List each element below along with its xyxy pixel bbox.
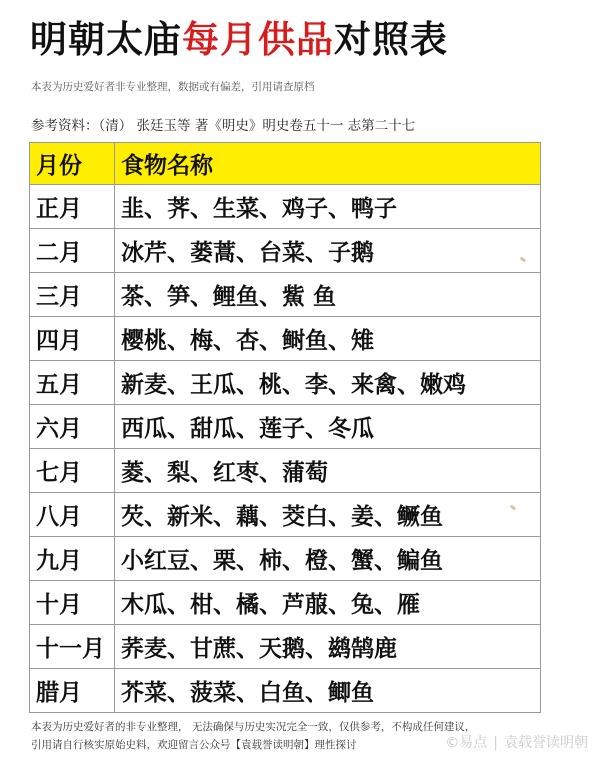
foods-cell: 樱桃、梅、杏、鲥鱼、雉 [115, 317, 541, 361]
foods-cell: 芥菜、菠菜、白鱼、鲫鱼 [115, 669, 541, 713]
watermark [445, 732, 588, 752]
watermark-site: ©易点 [445, 735, 488, 751]
page-title [30, 18, 448, 62]
watermark-author: 袁载誉读明朝 [504, 735, 588, 751]
table-row [30, 449, 541, 493]
month-cell: 五月 [30, 361, 115, 405]
title-part2: 对照表 [334, 18, 448, 61]
month-cell: 六月 [30, 405, 115, 449]
header-foods: 食物名称 [115, 143, 541, 185]
month-cell: 十月 [30, 581, 115, 625]
foods-cell: 小红豆、栗、柿、橙、蟹、鳊鱼 [115, 537, 541, 581]
footer-line-2: 引用请自行核实原始史料，欢迎留言公众号【袁载誉读明朝】理性探讨 [31, 739, 357, 751]
reference-line: 参考资料：（清） 张廷玉等 著《明史》明史卷五十一 志第二十七 [31, 118, 416, 134]
table-row [30, 229, 541, 273]
table-row [30, 537, 541, 581]
table-row [30, 273, 541, 317]
foods-cell: 木瓜、柑、橘、芦菔、兔、雁 [115, 581, 541, 625]
table-row [30, 185, 541, 229]
month-cell: 二月 [30, 229, 115, 273]
month-cell: 十一月 [30, 625, 115, 669]
foods-cell: 冰芹、蒌蒿、台菜、子鹅 [115, 229, 541, 273]
footer-line-1: 本表为历史爱好者的非专业整理， 无法确保与历史实况完全一致，仅供参考，不构成任何建议， [31, 721, 476, 733]
foods-cell: 韭、荠、生菜、鸡子、鸭子 [115, 185, 541, 229]
foods-cell: 菱、梨、红枣、蒲萄 [115, 449, 541, 493]
header-month: 月份 [30, 143, 115, 185]
watermark-separator: | [493, 735, 498, 751]
title-highlight: 每月供品 [182, 18, 334, 61]
title-part1: 明朝太庙 [30, 18, 182, 61]
offerings-table [29, 142, 541, 713]
month-cell: 三月 [30, 273, 115, 317]
month-cell: 四月 [30, 317, 115, 361]
table-row [30, 405, 541, 449]
table-header-row [30, 143, 541, 185]
table-row [30, 493, 541, 537]
month-cell: 七月 [30, 449, 115, 493]
table-row [30, 625, 541, 669]
month-cell: 八月 [30, 493, 115, 537]
month-cell: 正月 [30, 185, 115, 229]
month-cell: 腊月 [30, 669, 115, 713]
disclaimer-subtitle: 本表为历史爱好者非专业整理，数据或有偏差，引用请查原档 [31, 81, 315, 93]
foods-cell: 新麦、王瓜、桃、李、来禽、嫩鸡 [115, 361, 541, 405]
foods-cell: 西瓜、甜瓜、莲子、冬瓜 [115, 405, 541, 449]
table-row [30, 317, 541, 361]
month-cell: 九月 [30, 537, 115, 581]
foods-cell: 茶、笋、鲤鱼、鮆 鱼 [115, 273, 541, 317]
table-row [30, 669, 541, 713]
table-row [30, 361, 541, 405]
foods-cell: 芡、新米、藕、茭白、姜、鳜鱼 [115, 493, 541, 537]
footer-disclaimer [31, 718, 475, 754]
table-row [30, 581, 541, 625]
foods-cell: 荞麦、甘蔗、天鹅、鹚鹄鹿 [115, 625, 541, 669]
